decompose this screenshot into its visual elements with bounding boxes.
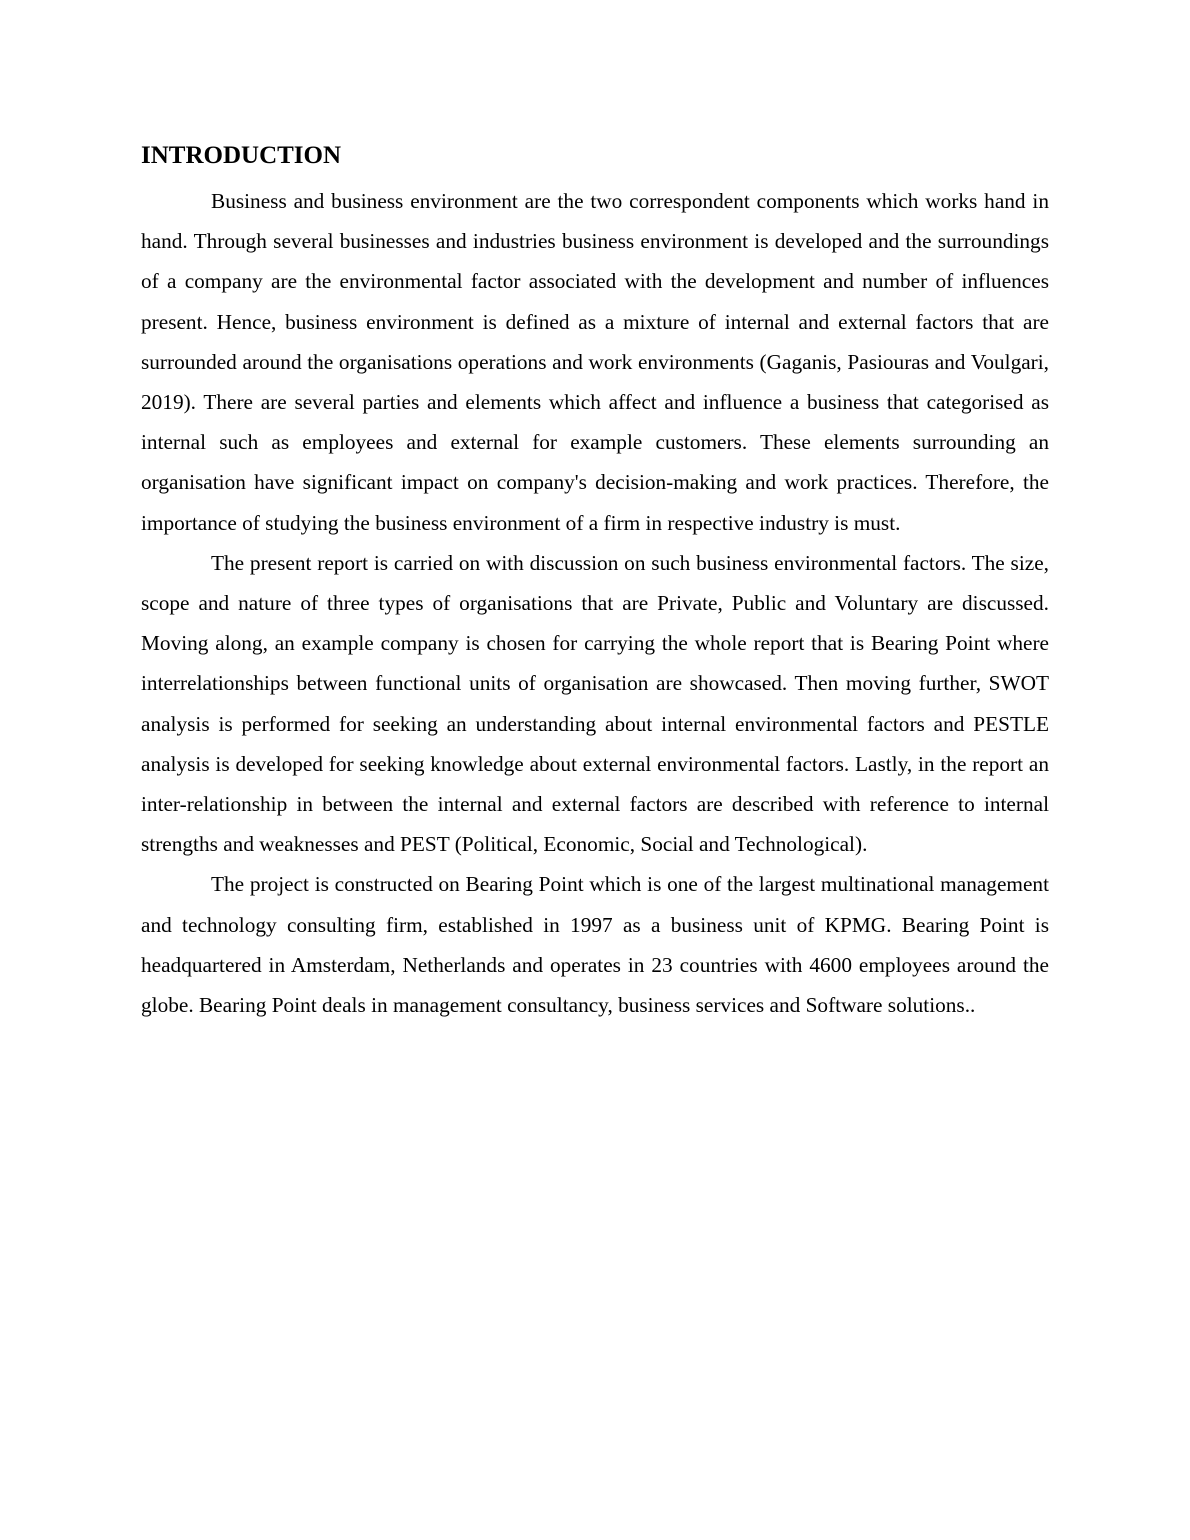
document-body	[141, 138, 1049, 1025]
paragraph-2: The present report is carried on with discussion on such business environmental factors. The size, scope and nature of three types of organisations that are Private, Public and Voluntary are discussed. Moving along, an example company is chosen for carrying the whole report that is Bearing Point where interrelationships between functional units of organisation are showcased. Then moving further, SWOT analysis is performed for seeking an understanding about internal environmental factors and PESTLE analysis is developed for seeking knowledge about external environmental factors. Lastly, in the report an inter-relationship in between the internal and external factors are described with reference to internal strengths and weaknesses and PEST (Political, Economic, Social and Technological).	[141, 550, 1049, 857]
paragraph-1: Business and business environment are the two correspondent components which works hand in hand. Through several businesses and industries business environment is developed and the surroundings of a company are the environmental factor associated with the development and number of influences present. Hence, business environment is defined as a mixture of internal and external factors that are surrounded around the organisations operations and work environments (Gaganis, Pasiouras and Voulgari, 2019). There are several parties and elements which affect and influence a business that categorised as internal such as employees and external for example customers. These elements surrounding an organisation have significant impact on company's decision-making and work practices. Therefore, the importance of studying the business environment of a firm in respective industry is must.	[141, 189, 1049, 535]
section-heading: INTRODUCTION	[141, 142, 342, 169]
paragraph-3: The project is constructed on Bearing Point which is one of the largest multinational management and technology consulting firm, established in 1997 as a business unit of KPMG. Bearing Point is headquartered in Amsterdam, Netherlands and operates in 23 countries with 4600 employees around the globe. Bearing Point deals in management consultancy, business services and Software solutions..	[141, 872, 1049, 1018]
